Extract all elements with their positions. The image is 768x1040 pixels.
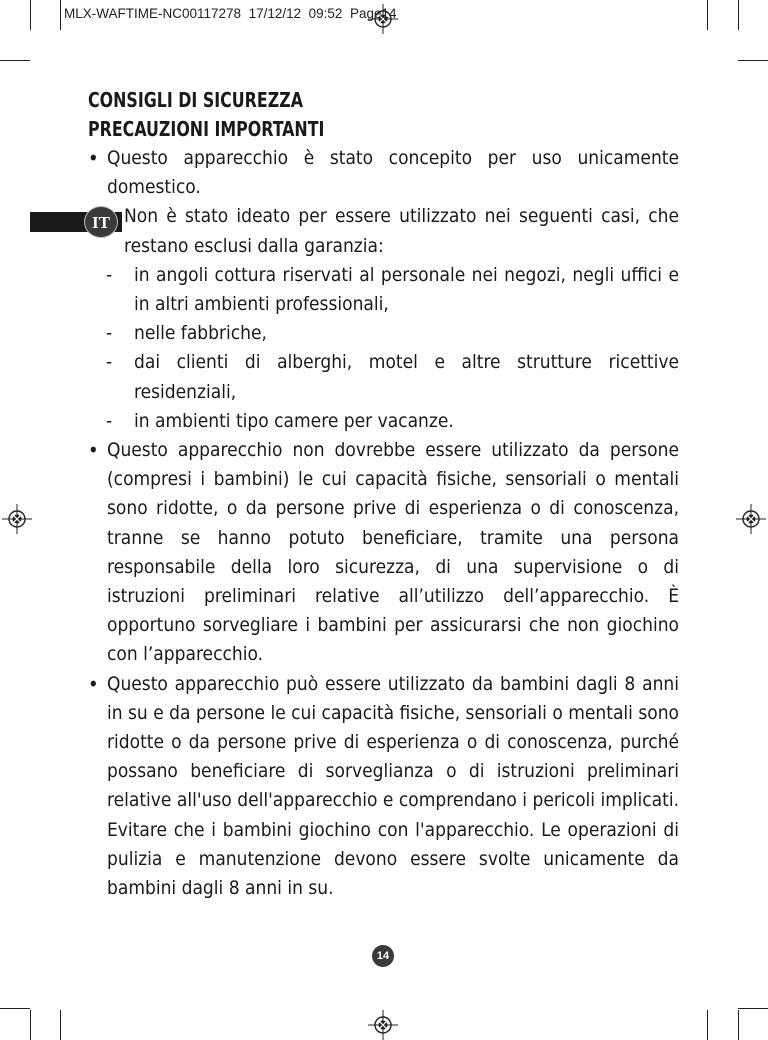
bullet-paragraph bbox=[88, 144, 679, 202]
bullet-text: • Questo apparecchio è stato concepito per uso unicamente domestico. bbox=[107, 147, 679, 199]
crop-mark bbox=[738, 1010, 739, 1040]
page-number: 14 bbox=[372, 945, 394, 967]
print-slug bbox=[64, 6, 397, 21]
list-item: - nelle fabbriche, bbox=[106, 322, 267, 345]
section-subheading: PRECAUZIONI IMPORTANTI bbox=[88, 117, 325, 141]
exclusion-note: Non è stato ideato per essere utilizzato nei seguenti casi, che restano esclusi dalla garanzia: bbox=[124, 205, 679, 257]
language-badge: IT bbox=[84, 206, 118, 238]
list-item: - dai clienti di alberghi, motel e altre strutture ricettive residenziali, bbox=[106, 351, 679, 403]
crop-mark bbox=[30, 1010, 31, 1040]
crop-mark bbox=[60, 0, 61, 30]
slug-date: 17/12/12 bbox=[248, 6, 302, 21]
crop-mark bbox=[738, 1008, 768, 1009]
crop-mark bbox=[0, 60, 30, 61]
crop-mark bbox=[30, 0, 31, 30]
crop-mark bbox=[707, 0, 708, 30]
slug-time: 09:52 bbox=[308, 6, 343, 21]
crop-mark bbox=[738, 60, 768, 61]
bullet-paragraph: • Questo apparecchio può essere utilizzato da bambini dagli 8 anni in su e da persone le cui capacità fisiche, sensoriali o mentali sono ridotte o da persone prive di esperienza o di conoscenza, purché possano beneficiare di sorveglianza o di istruzioni preliminari relative all'uso dell'apparecchio e comprendano i pericoli implicati. Evitare che i bambini giochino con l'apparecchio. Le operazioni di pulizia e manutenzione devono essere svolte unicamente da bambini dagli 8 anni in su. bbox=[88, 670, 679, 904]
crop-mark bbox=[60, 1010, 61, 1040]
slug-page: Page14 bbox=[349, 6, 397, 21]
section-heading: CONSIGLI DI SICUREZZA bbox=[88, 88, 304, 112]
registration-mark-icon bbox=[736, 504, 766, 534]
crop-mark bbox=[0, 1008, 30, 1009]
bullet-paragraph: • Questo apparecchio non dovrebbe essere utilizzato da persone (compresi i bambini) le cui capacità fisiche, sensoriali o mentali sono ridotte, o da persone prive di esperienza o di conoscenza, tranne se hanno potuto beneficiare, tramite una persona responsabile della loro sicurezza, di una supervisione o di istruzioni preliminari relative all’utilizzo dell’apparecchio. È opportuno sorvegliare i bambini per assicurarsi che non giochino con l’apparecchio. bbox=[88, 436, 679, 670]
slug-file: MLX-WAFTIME-NC00117278 bbox=[64, 6, 242, 21]
crop-mark bbox=[707, 1010, 708, 1040]
registration-mark-icon bbox=[2, 504, 32, 534]
safety-instructions bbox=[88, 86, 679, 903]
registration-mark-icon bbox=[368, 1010, 398, 1040]
list-item: - in ambienti tipo camere per vacanze. bbox=[106, 409, 454, 432]
list-item: - in angoli cottura riservati al personale nei negozi, negli uffici e in altri ambienti professionali, bbox=[106, 263, 679, 316]
crop-mark bbox=[738, 0, 739, 30]
